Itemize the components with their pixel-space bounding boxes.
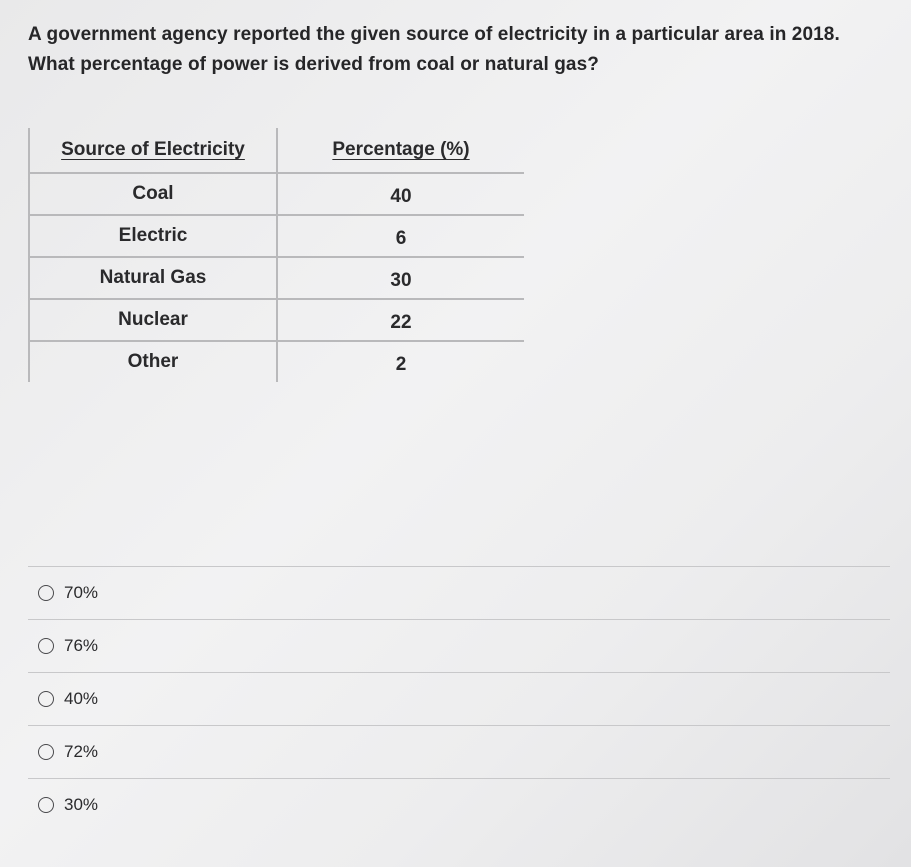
answer-option-3[interactable] [28, 672, 890, 725]
table-cell-percentage: 22 [277, 299, 524, 341]
column-header-source: Source of Electricity [29, 128, 277, 173]
table-row [29, 215, 524, 257]
question-text [28, 20, 888, 80]
table-cell-percentage: 6 [277, 215, 524, 257]
table-row [29, 257, 524, 299]
table-cell-source: Natural Gas [29, 257, 277, 299]
table-row [29, 173, 524, 215]
answer-options [28, 566, 890, 831]
answer-option-label: 40% [64, 689, 99, 708]
answer-option-1[interactable] [28, 566, 890, 619]
table-cell-source: Other [29, 341, 277, 382]
table-cell-source: Electric [29, 215, 277, 257]
answer-option-2[interactable] [28, 619, 890, 672]
column-header-percentage: Percentage (%) [277, 128, 524, 173]
electricity-source-table [28, 128, 524, 382]
table-header-row [29, 128, 524, 173]
table-row [29, 341, 524, 382]
table-cell-percentage: 2 [395, 354, 407, 375]
table-cell-source: Coal [29, 173, 277, 215]
table-cell-percentage: 40 [277, 173, 524, 215]
radio-button-icon[interactable] [38, 744, 54, 760]
table-cell-source: Nuclear [29, 299, 277, 341]
radio-button-icon[interactable] [38, 585, 54, 601]
radio-button-icon[interactable] [38, 797, 54, 813]
answer-option-label: 70% [64, 583, 99, 602]
table-cell-percentage: 30 [277, 257, 524, 299]
answer-option-label: 76% [64, 636, 99, 655]
answer-option-4[interactable] [28, 725, 890, 778]
radio-button-icon[interactable] [38, 691, 54, 707]
answer-option-label: 30% [64, 795, 99, 814]
answer-option-5[interactable] [28, 778, 890, 831]
table-row [29, 299, 524, 341]
question-line-2: What percentage of power is derived from coal or natural gas? [28, 54, 599, 75]
answer-option-label: 72% [64, 742, 99, 761]
radio-button-icon[interactable] [38, 638, 54, 654]
question-line-1: A government agency reported the given source of electricity in a particular area in 2018. [28, 24, 840, 45]
